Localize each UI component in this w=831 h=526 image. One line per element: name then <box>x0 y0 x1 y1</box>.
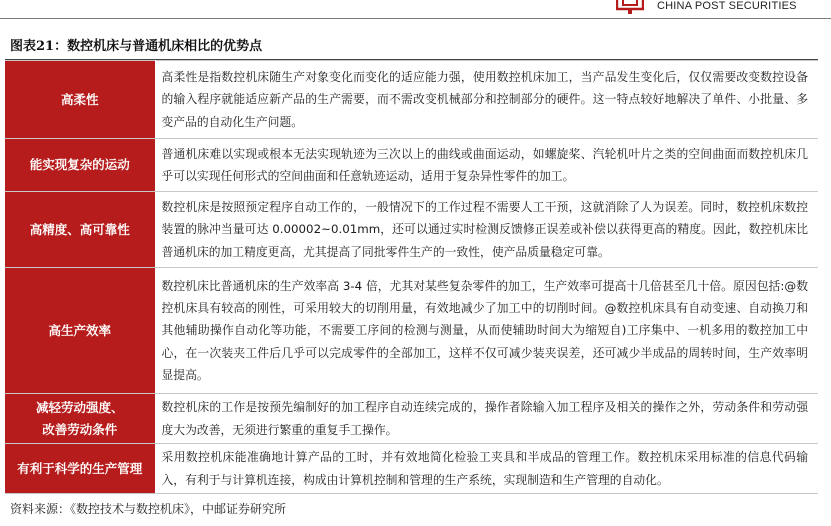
table-row <box>5 139 818 192</box>
table-row <box>5 394 818 444</box>
header-divider <box>0 18 831 19</box>
table-row <box>5 444 818 494</box>
china-post-logo-icon <box>616 0 644 14</box>
row-description: 普通机床难以实现或根本无法实现轨迹为三次以上的曲线或曲面运动，如螺旋桨、汽轮机叶片之类的空间曲面而数控机床几乎可以实现任何形式的空间曲面和任意轨迹运动，适用于复杂异性零件的加工。 <box>155 139 818 192</box>
figure-title: 图表21：数控机床与普通机床相比的优势点 <box>10 39 263 54</box>
row-description: 数控机床是按照预定程序自动工作的，一般情况下的工作过程不需要人工干预，这就消除了人为误差。同时，数控机床数控装置的脉冲当量可达 0.00002~0.01mm，还可以通过实时检测反馈修正误差或补偿以获得更高的精度。因此，数控机床比普通机床的加工精度更高，尤其提高了同批零件生产的一致性，使产品质量稳定可靠。 <box>155 192 818 268</box>
row-description: 采用数控机床能准确地计算产品的工时，并有效地简化检验工夹具和半成品的管理工作。数控机床采用标准的信息代码输入，有利于与计算机连接，构成由计算机控制和管理的生产系统，实现制造和生产管理的自动化。 <box>155 444 818 494</box>
row-label: 高柔性 <box>5 61 155 139</box>
row-description: 数控机床的工作是按预先编制好的加工程序自动连续完成的，操作者除输入加工程序及相关的操作之外，劳动条件和劳动强度大为改善，无须进行繁重的重复手工操作。 <box>155 394 818 444</box>
table-row <box>5 61 818 139</box>
row-label <box>5 394 155 444</box>
table-row <box>5 192 818 268</box>
row-label-line: 改善劳动条件 <box>42 421 118 437</box>
brand-name: CHINA POST SECURITIES <box>657 0 797 12</box>
row-label: 高生产效率 <box>5 268 155 394</box>
row-label: 高精度、高可靠性 <box>5 192 155 268</box>
source-note: 资料来源：《数控技术与数控机床》，中邮证券研究所 <box>10 502 287 516</box>
advantages-table <box>5 60 818 494</box>
row-label: 有利于科学的生产管理 <box>5 444 155 494</box>
row-description: 数控机床比普通机床的生产效率高 3-4 倍，尤其对某些复杂零件的加工，生产效率可提高十几倍甚至几十倍。原因包括:@数控机床具有较高的刚性，可采用较大的切削用量，有效地减少了加工中的切削时间。@数控机床具有自动变速、自动换刀和其他辅助操作自动化等功能，不需要工序间的检测与测量，从而使辅助时间大为缩短自)工序集中、一机多用的数控加工中心，在一次装夹工件后几乎可以完成零件的全部加工，这样不仅可减少装夹误差，还可减少半成品的周转时间，生产效率明显提高。 <box>155 268 818 394</box>
row-label: 能实现复杂的运动 <box>5 139 155 192</box>
table-row <box>5 268 818 394</box>
report-header <box>0 0 831 18</box>
row-label-line: 减轻劳动强度、 <box>35 399 124 415</box>
row-description: 高柔性是指数控机床随生产对象变化而变化的适应能力强，使用数控机床加工，当产品发生变化后，仅仅需要改变数控设备的输入程序就能适应新产品的生产需要，而不需改变机械部分和控制部分的硬件。这一特点较好地解决了单件、小批量、多变产品的自动化生产问题。 <box>155 61 818 139</box>
